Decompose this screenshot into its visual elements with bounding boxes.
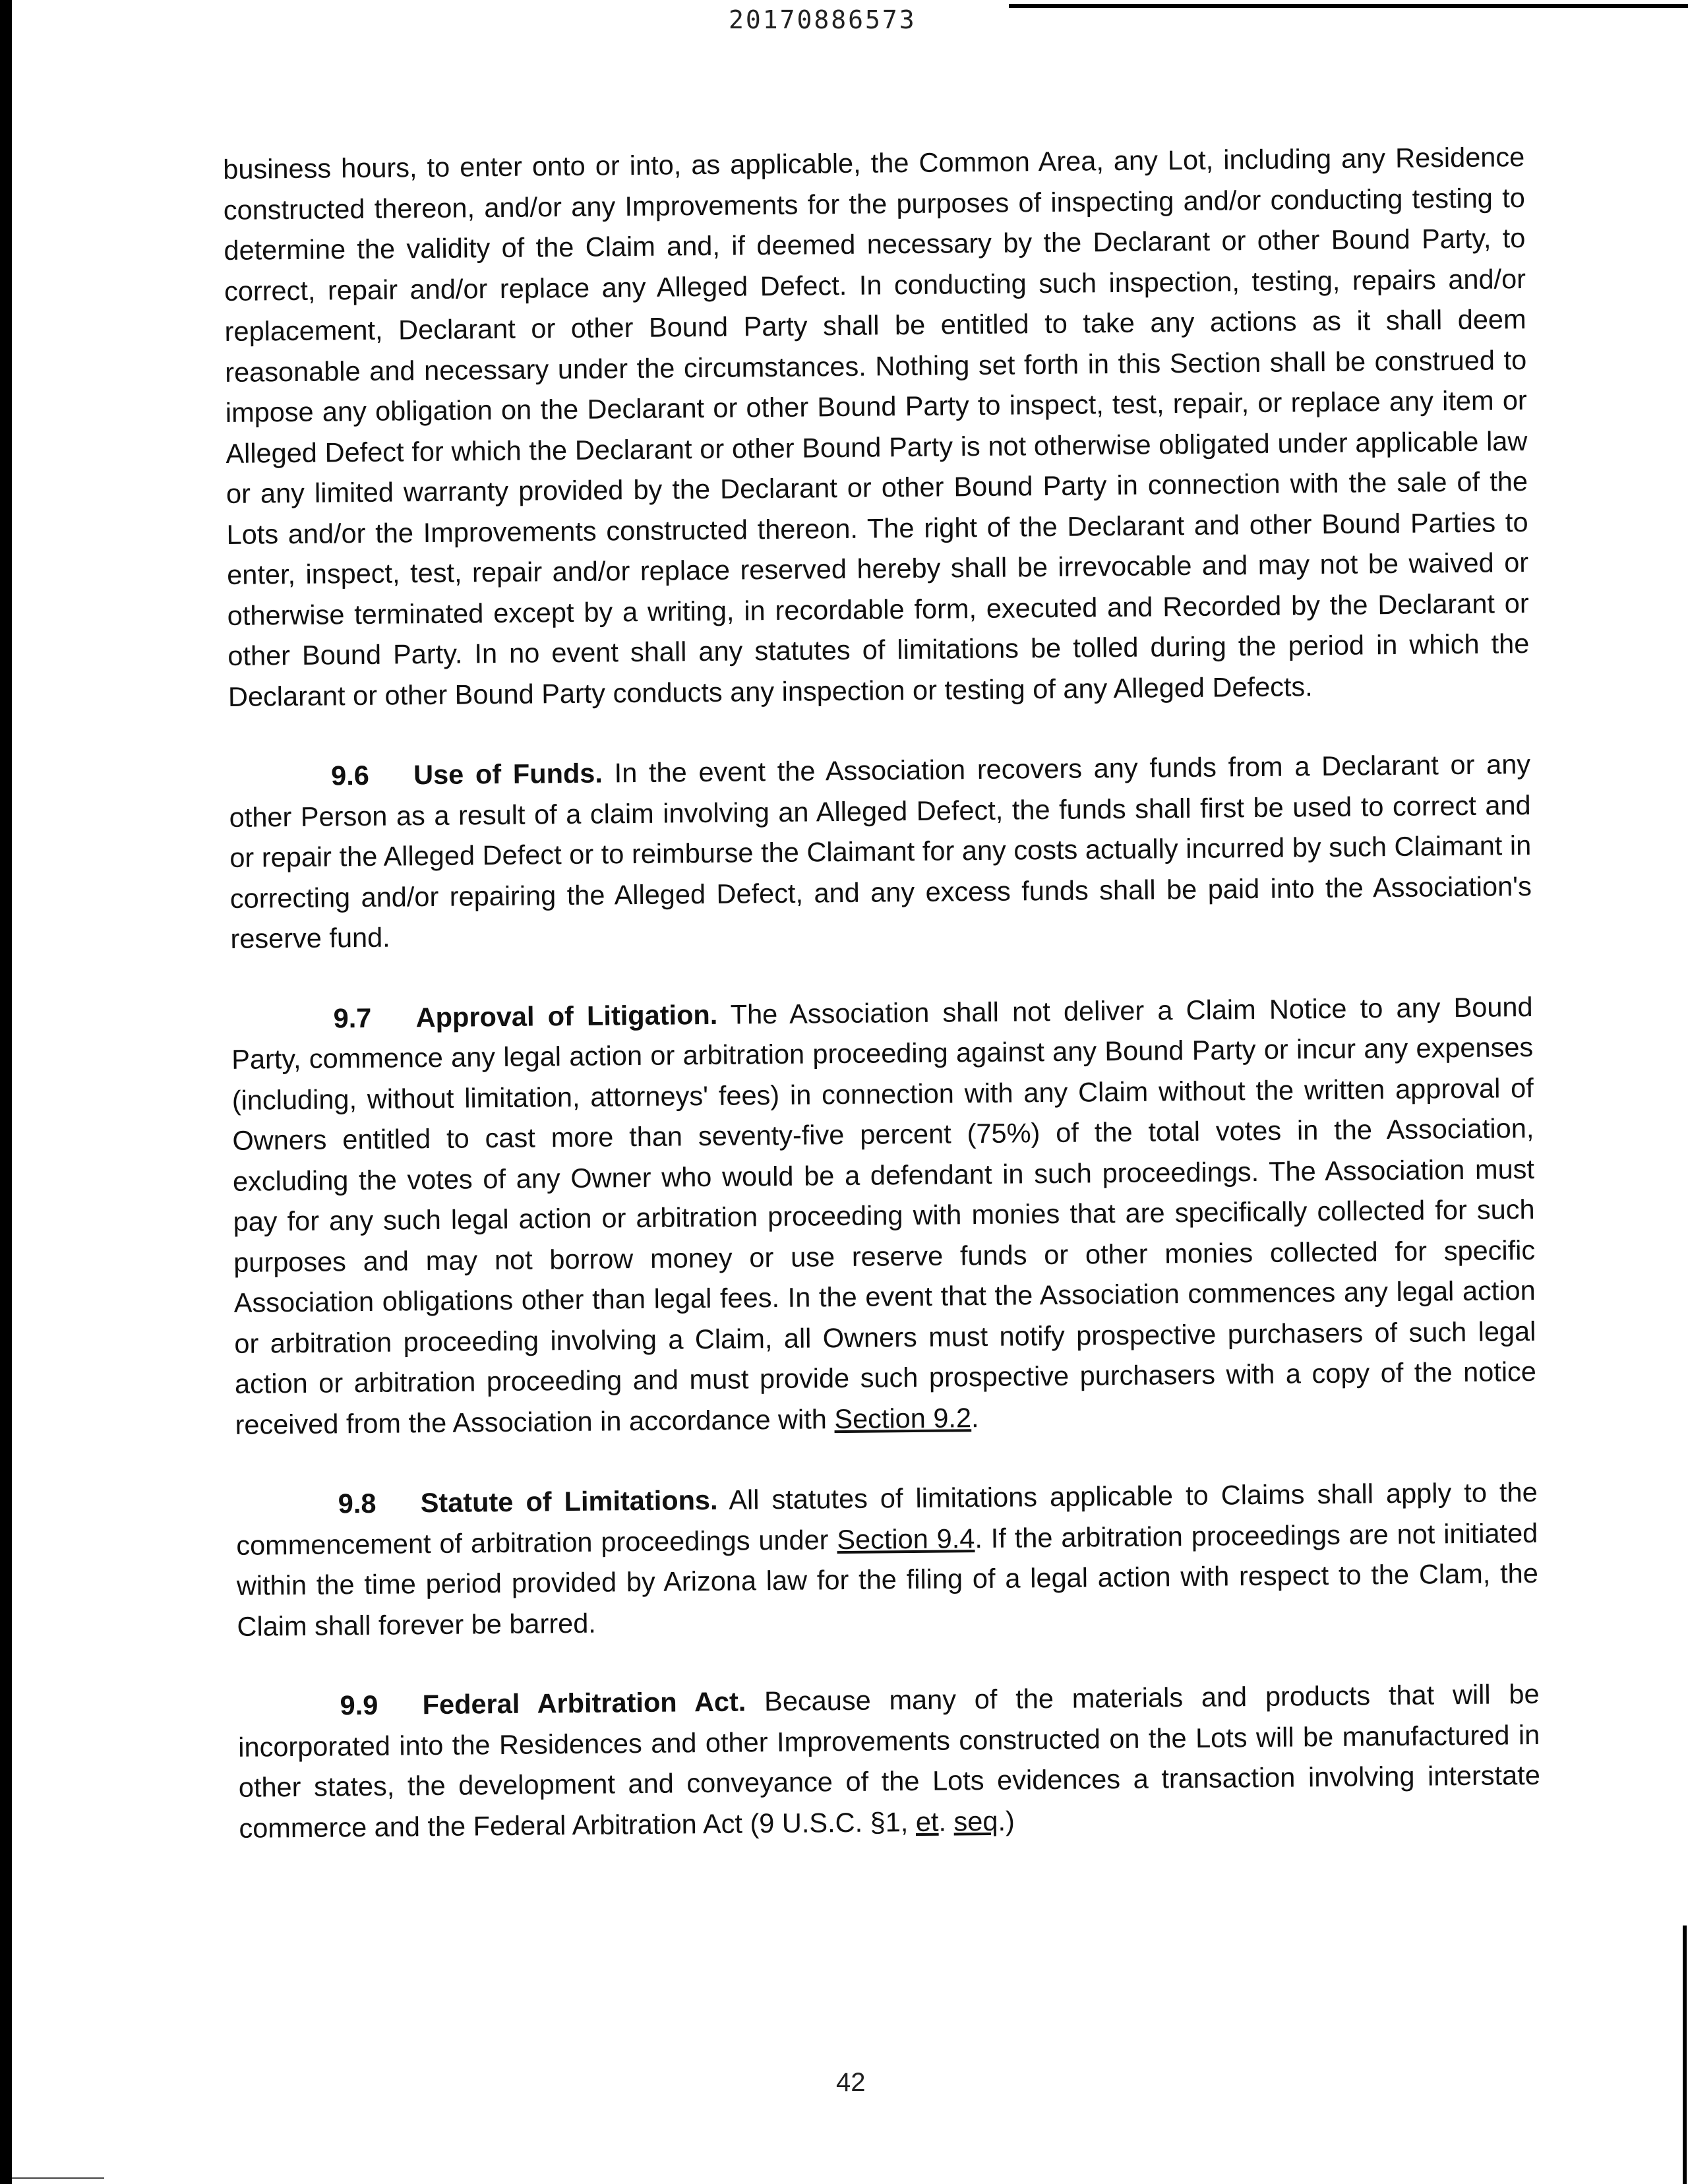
document-number: 20170886573 [729,5,917,34]
document-body [223,136,1541,1888]
section-text-end: . [971,1401,979,1433]
latin-et: et [915,1805,939,1837]
section-title: Statute of Limitations. [420,1484,718,1519]
section-number: 9.7 [333,1002,372,1033]
section-9-6 [229,744,1532,959]
section-reference: Section 9.2 [834,1401,972,1434]
section-number: 9.8 [338,1487,377,1519]
section-text-continued: . If the arbitration proceedings are not initiated within the time period provided by Arizona law for the filing of a legal action with respect to the Clam, the Claim shall forever be barred. [236,1517,1539,1642]
section-text: The Association shall not deliver a Claim Notice to any Bound Party, commence any legal action or arbitration proceeding against any Bound Party or incur any expenses (including, without limitation, attorneys' fees) in connection with any Claim without the written approval of Owners entitled to cast more than seventy-five percent (75%) of the total votes in the Association, excluding the votes of any Owner who would be a defendant in such proceedings. The Association must pay for any such legal action or arbitration proceeding with monies that are specifically collected for such purposes and may not borrow money or use reserve funds or other monies collected for specific Association obligations other than legal fees. In the event that the Association commences any legal action or arbitration proceeding involving a Claim, all Owners must notify prospective purchasers of such legal action or arbitration proceeding and must provide such prospective purchasers with a copy of the notice received from the Association in accordance with [231,990,1537,1440]
paragraph-intro-text: business hours, to enter onto or into, as applicable, the Common Area, any Lot, including any Residence constructed thereon, and/or any Improvements for the purposes of inspecting and/or conducting testing to determine the validity of the Claim and, if deemed necessary by the Declarant or other Bound Party, to correct, repair and/or replace any Alleged Defect. In conducting such inspection, testing, repairs and/or replacement, Declarant or other Bound Party shall be entitled to take any actions as it shall deem reasonable and necessary under the circumstances. Nothing set forth in this Section shall be construed to impose any obligation on the Declarant or other Bound Party to inspect, test, repair, or replace any item or Alleged Defect for which the Declarant or other Bound Party is not otherwise obligated under applicable law or any limited warranty provided by the Declarant or other Bound Party in connection with the sale of the Lots and/or the Improvements constructed thereon. The right of the Declarant and other Bound Parties to enter, inspect, test, repair and/or replace reserved hereby shall be irrevocable and may not be waived or otherwise terminated except by a writing, in recordable form, executed and Recorded by the Declarant or other Bound Party. In no event shall any statutes of limitations be tolled during the period in which the Declarant or other Bound Party conducts any inspection or testing of any Alleged Defects. [223,141,1530,712]
scan-right-rule [1683,1926,1687,2184]
section-number: 9.6 [330,759,370,791]
section-number: 9.9 [340,1689,378,1721]
scan-top-rule [1009,4,1688,8]
section-text: All statutes of limitations applicable to Claims shall apply to the commencement of arbitration proceedings under [236,1476,1538,1561]
scan-left-border [0,0,12,2184]
section-title: Federal Arbitration Act. [422,1685,746,1720]
section-reference: Section 9.4 [837,1522,975,1555]
section-9-9 [237,1674,1540,1848]
section-9-8 [235,1472,1538,1647]
section-text-end: .) [998,1805,1015,1836]
latin-separator: . [938,1805,954,1837]
section-title: Use of Funds. [413,757,603,791]
page-number: 42 [836,2068,866,2097]
section-text: Because many of the materials and products that will be incorporated into the Residences and other Improvements constructed on the Lots will be manufactured in other states, the development and conveyance of the Lots evidences a transaction involving interstate commerce and the Federal Arbitration Act (9 U.S.C. §1, [238,1678,1540,1844]
paragraph-intro [223,136,1530,717]
section-text: In the event the Association recovers any funds from a Declarant or any other Person as a result of a claim involving an Alleged Defect, the funds shall first be used to correct and or repair the Alleged Defect or to reimburse the Claimant for any costs actually incurred by such Claimant in correcting and/or repairing the Alleged Defect, and any excess funds shall be paid into the Association's reserve fund. [229,748,1532,954]
section-9-7 [231,986,1536,1444]
section-title: Approval of Litigation. [415,998,718,1033]
scan-bottom-rule [12,2177,104,2179]
latin-seq: seq [953,1805,998,1836]
